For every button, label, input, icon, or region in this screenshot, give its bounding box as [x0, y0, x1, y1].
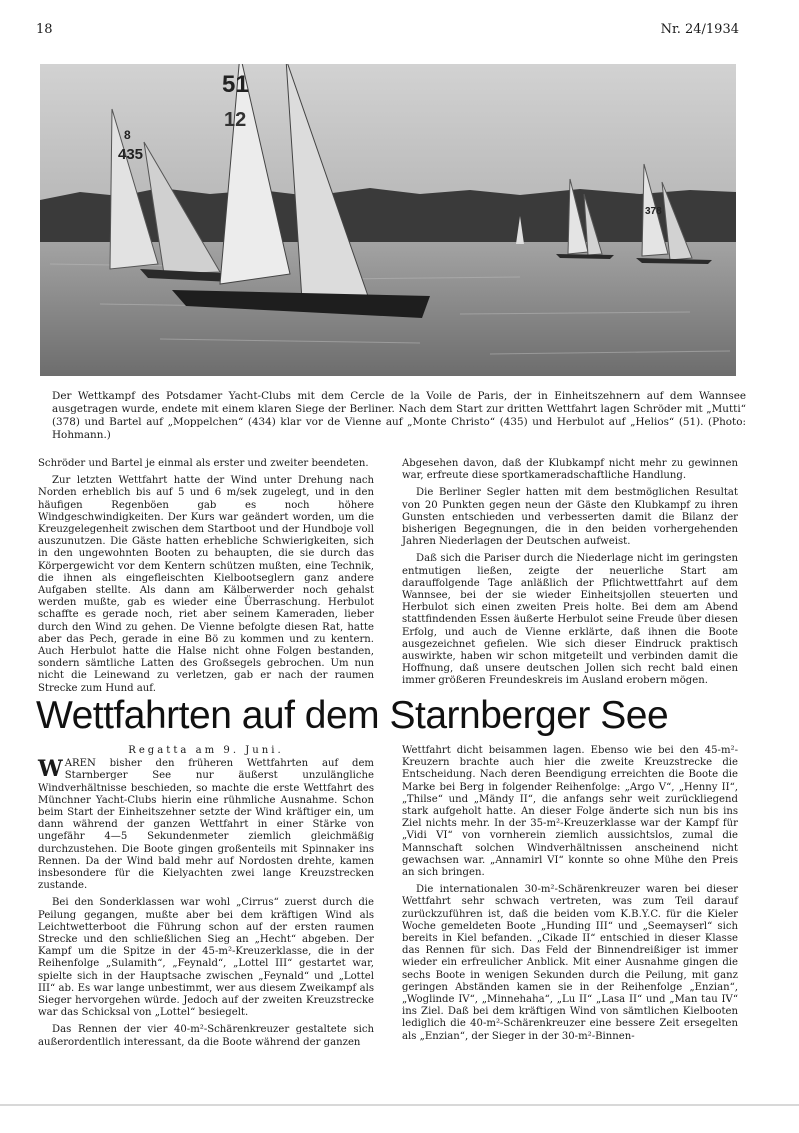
svg-text:435: 435	[118, 146, 144, 163]
photo-caption: Der Wettkampf des Potsdamer Yacht-Clubs mit dem Cercle de la Voile de Paris, der in Einheitszehnern auf dem Wannsee ausgetragen wurde, endete mit einem klaren Siege der Berliner. Nach dem Start zur dritten Wettfahrt lagen Schröder mit „Mutti“ (378) und Bartel auf „Moppelchen“ (434) klar vor de Vienne auf „Monte Christo“ (435) und Herbulot auf „Helios“ (51). (Photo: Hohmann.)	[52, 390, 746, 441]
paragraph: Abgesehen davon, daß der Klubkampf nicht mehr zu gewinnen war, erfreute diese sportkameradschaftliche Handlung.	[402, 458, 738, 482]
drop-cap: W	[38, 756, 63, 783]
paragraph-text: AREN bisher den früheren Wettfahrten auf dem Starnberger See nur äußerst unzulängliche Windverhältnisse beschieden, so machte die erste Wettfahrt des Münchner Yacht-Clubs hierin eine rühmliche Ausnahme. Schon beim Start der Einheitszehner setzte der Wind kräftiger ein, um dann während der ganzen Wettfahrt in einer Stärke von ungefähr 4—5 Sekundenmeter ziemlich gleichmäßig durchzustehen. Die Boote gingen großenteils mit Spinnaker ins Rennen. Da der Wind bald mehr auf Nordosten drehte, kamen insbesondere für die Kielyachten zwei lange Kreuzstrecken zustande.	[38, 758, 374, 892]
article1-column2	[402, 458, 738, 693]
article1-column1	[38, 458, 374, 700]
paragraph: Wettfahrt dicht beisammen lagen. Ebenso wie bei den 45-m²-Kreuzern brachte auch hier die zweite Kreuzstrecke die Entscheidung. Nach deren Beendigung erreichten die Boote die Marke bei Berg in folgender Reihenfolge: „Argo V“, „Henny II“, „Thilse“ und „Mändy II“, die anfangs sehr weit zurückliegend stark aufgeholt hatte. An dieser Folge änderte sich nun bis ins Ziel nichts mehr. In der 35-m²-Kreuzerklasse war der Kampf für „Vidi VI“ von vornherein ziemlich aussichtslos, zumal die Mannschaft solchen Windverhältnissen anscheinend nicht gewachsen war. „Annamirl VI“ konnte so ohne Mühe den Preis an sich bringen.	[402, 745, 738, 879]
article2-column2	[402, 745, 738, 1048]
svg-text:378: 378	[645, 206, 662, 217]
sailboats-illustration	[40, 64, 736, 376]
paragraph: Zur letzten Wettfahrt hatte der Wind unter Drehung nach Norden erheblich bis auf 5 und 6 m/sek zugelegt, und in den häufigen Regenböen gab es noch höhere Windgeschwindigkeiten. Der Kurs war geändert worden, um die Kreuzgelegenheit zwischen dem Startboot und der Hundboje voll auszunutzen. Die Gäste hatten erhebliche Schwierigkeiten, sich in den ungewohnten Booten zu behaupten, die sie durch das Körpergewicht vor dem Kentern schützen mußten, eine Technik, die ihnen als eingefleischten Kielbootseglern ganz andere Aufgaben stellte. Als dann am Kälberwerder noch gehalst werden mußte, gab es wieder eine Überraschung. Herbulot schaffte es gerade noch, riet aber seinem Kameraden, lieber durch den Wind zu gehen. De Vienne befolgte diesen Rat, hatte aber das Pech, gerade in eine Bö zu kommen und zu kentern. Auch Herbulot hatte die Halse nicht ohne Folgen bestanden, sondern sämtliche Latten des Großsegels gebrochen. Um nun nicht die Leinewand zu verletzen, gab er nach der raumen Strecke zum Hund auf.	[38, 475, 374, 694]
paragraph: Bei den Sonderklassen war wohl „Cirrus“ zuerst durch die Peilung gegangen, mußte aber bei dem kräftigen Wind als Leichtwetterboot die Führung schon auf der ersten raumen Strecke und den schließlichen Sieg an „Hecht“ abgeben. Der Kampf um die Spitze in der 45-m²-Kreuzerklasse, die in der Reihenfolge „Sulamith“, „Feynald“, „Lottel III“ gestartet war, spielte sich in der Hauptsache zwischen „Feynald“ und „Lottel III“ ab. Es war lange unbestimmt, wer aus diesem Zweikampf als Sieger hervorgehen würde. Jedoch auf der zweiten Kreuzstrecke war das Schicksal von „Lottel“ besiegelt.	[38, 897, 374, 1019]
article2-column1	[38, 745, 374, 1054]
svg-text:51: 51	[222, 71, 249, 98]
paragraph: Die Berliner Segler hatten mit dem bestmöglichen Resultat von 20 Punkten gegen neun der Gäste den Klubkampf zu ihren Gunsten entschieden und verbesserten damit die Bilanz der bisherigen Begegnungen, die in den beiden vorhergehenden Jahren Niederlagen der Deutschen aufweist.	[402, 487, 738, 548]
paragraph: Schröder und Bartel je einmal als erster und zweiter beendeten.	[38, 458, 369, 469]
svg-text:12: 12	[224, 109, 247, 131]
article-headline: Wettfahrten auf dem Starnberger See	[36, 694, 669, 737]
paragraph: Die internationalen 30-m²-Schärenkreuzer waren bei dieser Wettfahrt sehr schwach vertreten, was zum Teil darauf zurückzuführen ist, daß die beiden vom K.B.Y.C. für die Kieler Woche gemeldeten Boote „Hunding III“ und „Seemayserl“ sich bereits in Kiel befanden. „Cikade II“ entschied in dieser Klasse das Rennen für sich. Das Feld der Binnendreißiger ist immer wieder ein erfreulicher Anblick. Mit einer Ausnahme gingen die sechs Boote in wenigen Sekunden durch die Peilung, mit ganz geringen Abständen kamen sie in der Reihenfolge „Enzian“, „Woglinde IV“, „Minnehaha“, „Lu II“ „Lasa II“ und „Man tau IV“ ins Ziel. Daß bei dem kräftigen Wind von sämtlichen Kielbooten lediglich die 40-m²-Schärenkreuzer eine bessere Zeit ersegelten als „Enzian“, der Sieger in der 30-m²-Binnen-	[402, 884, 738, 1042]
page-bottom-edge	[0, 1104, 799, 1106]
regatta-photo	[40, 64, 736, 376]
paragraph: Das Rennen der vier 40-m²-Schärenkreuzer gestaltete sich außerordentlich interessant, da die Boote während der ganzen	[38, 1024, 374, 1048]
dateline: Regatta am 9. Juni.	[128, 745, 284, 756]
paragraph: Daß sich die Pariser durch die Niederlage nicht im geringsten entmutigen ließen, zeigte der neuerliche Start am darauffolgende Tage anläßlich der Pflichtwettfahrt auf dem Wannsee, bei der sie wieder Einheitsjollen steuerten und Herbulot sich einen zweiten Preis holte. Bei dem am Abend stattfindenden Essen äußerte Herbulot seine Freude über diesen Erfolg, und auch de Vienne erklärte, daß ihnen die Boote ausgezeichnet gefielen. Wie sich dieser Eindruck praktisch auswirkte, haben wir schon mitgeteilt und verbinden damit die Hoffnung, daß unsere deutschen Jollen sich recht bald einen immer größeren Freundeskreis im Ausland erobern mögen.	[402, 553, 738, 687]
sky	[40, 64, 736, 204]
paragraph	[38, 758, 374, 892]
page-number: 18	[36, 22, 53, 37]
svg-text:8: 8	[124, 128, 131, 142]
issue-number: Nr. 24/1934	[660, 22, 739, 37]
